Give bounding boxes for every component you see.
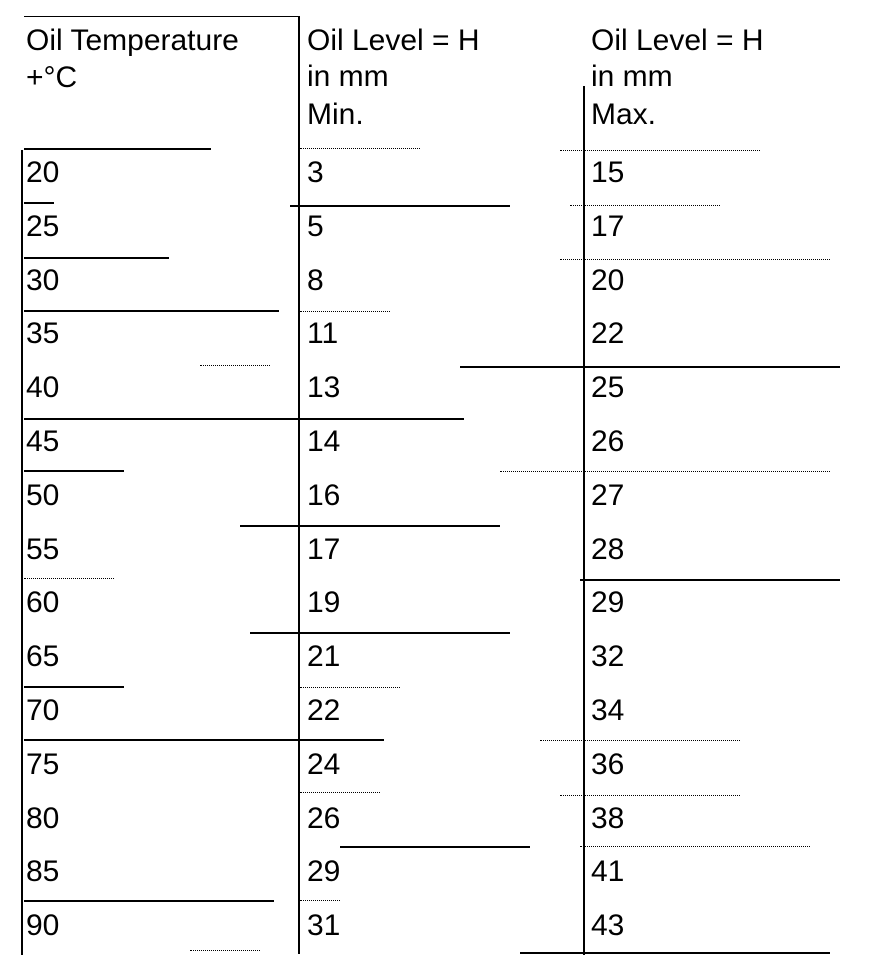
header-line: Max. bbox=[591, 98, 657, 131]
cell-oil-temperature: 75 bbox=[26, 747, 60, 781]
row-divider bbox=[560, 795, 740, 797]
cell-oil-level-min: 24 bbox=[307, 747, 341, 781]
header-oil-level-min bbox=[307, 22, 480, 136]
cell-oil-level-max: 20 bbox=[591, 263, 625, 297]
row-divider bbox=[200, 365, 270, 367]
cell-oil-temperature: 45 bbox=[26, 425, 60, 458]
row-divider bbox=[580, 846, 810, 848]
row-divider bbox=[300, 148, 420, 150]
cell-oil-temperature: 30 bbox=[26, 263, 60, 297]
cell-oil-level-max: 15 bbox=[591, 156, 625, 189]
header-line: Oil Level = H bbox=[591, 24, 764, 57]
row-divider bbox=[570, 205, 720, 207]
cell-oil-level-max: 28 bbox=[591, 532, 625, 566]
cell-oil-level-min: 11 bbox=[307, 317, 339, 351]
row-divider bbox=[300, 687, 400, 689]
cell-oil-temperature: 50 bbox=[26, 478, 60, 512]
row-divider bbox=[24, 739, 384, 741]
cell-oil-level-max: 27 bbox=[591, 478, 625, 512]
cell-oil-level-max: 43 bbox=[591, 909, 625, 943]
cell-oil-level-min: 29 bbox=[307, 855, 341, 889]
cell-oil-level-max: 38 bbox=[591, 801, 625, 835]
row-divider bbox=[24, 310, 279, 312]
row-divider bbox=[240, 525, 500, 527]
row-divider bbox=[24, 578, 114, 580]
row-divider bbox=[24, 418, 464, 420]
cell-oil-temperature: 70 bbox=[26, 694, 60, 727]
cell-oil-level-max: 34 bbox=[591, 694, 625, 727]
header-line: Min. bbox=[307, 98, 364, 131]
cell-oil-temperature: 85 bbox=[26, 855, 60, 889]
row-divider bbox=[560, 150, 760, 152]
cell-oil-level-min: 13 bbox=[307, 371, 341, 405]
cell-oil-temperature: 80 bbox=[26, 801, 60, 835]
header-oil-level-max bbox=[591, 22, 764, 136]
cell-oil-temperature: 35 bbox=[26, 317, 60, 351]
table-top-rule bbox=[24, 16, 300, 17]
row-divider bbox=[190, 950, 260, 952]
row-divider bbox=[300, 900, 340, 902]
header-oil-temperature bbox=[26, 22, 239, 99]
cell-oil-level-max: 26 bbox=[591, 425, 625, 458]
row-divider bbox=[24, 470, 124, 472]
cell-oil-level-max: 17 bbox=[591, 209, 625, 243]
cell-oil-temperature: 20 bbox=[26, 156, 60, 189]
header-line: Oil Level = H bbox=[307, 24, 480, 57]
column-divider-left bbox=[21, 150, 23, 955]
cell-oil-level-min: 5 bbox=[307, 209, 324, 243]
cell-oil-level-min: 26 bbox=[307, 801, 341, 835]
row-divider bbox=[500, 471, 830, 473]
cell-oil-level-max: 36 bbox=[591, 747, 625, 781]
row-divider bbox=[340, 846, 530, 848]
row-divider bbox=[560, 259, 830, 261]
row-divider bbox=[24, 900, 274, 902]
cell-oil-level-max: 22 bbox=[591, 317, 625, 351]
header-line: Oil Temperature bbox=[26, 24, 239, 57]
cell-oil-level-min: 31 bbox=[307, 909, 341, 943]
cell-oil-temperature: 55 bbox=[26, 532, 60, 566]
cell-oil-level-max: 41 bbox=[591, 855, 625, 889]
row-divider bbox=[250, 632, 510, 634]
cell-oil-level-max: 29 bbox=[591, 586, 625, 620]
row-divider bbox=[24, 202, 54, 204]
cell-oil-temperature: 60 bbox=[26, 586, 60, 620]
cell-oil-level-min: 19 bbox=[307, 586, 341, 620]
cell-oil-temperature: 90 bbox=[26, 909, 60, 943]
row-divider bbox=[300, 792, 380, 794]
row-divider bbox=[580, 579, 840, 581]
cell-oil-level-min: 17 bbox=[307, 532, 341, 566]
cell-oil-temperature: 25 bbox=[26, 209, 60, 243]
column-divider-right bbox=[583, 86, 585, 955]
cell-oil-temperature: 65 bbox=[26, 640, 60, 674]
cell-oil-level-max: 25 bbox=[591, 371, 625, 405]
cell-oil-level-min: 22 bbox=[307, 694, 341, 727]
row-divider bbox=[460, 366, 840, 368]
row-divider bbox=[300, 311, 390, 313]
row-divider bbox=[540, 740, 740, 742]
header-line: in mm bbox=[307, 60, 389, 93]
column-divider-middle bbox=[298, 16, 300, 954]
row-divider bbox=[24, 257, 169, 259]
row-divider bbox=[520, 952, 830, 954]
cell-oil-level-min: 16 bbox=[307, 478, 341, 512]
cell-oil-level-min: 3 bbox=[307, 156, 324, 189]
row-divider bbox=[120, 418, 200, 420]
row-divider bbox=[24, 686, 124, 688]
row-divider bbox=[24, 148, 211, 150]
cell-oil-level-min: 8 bbox=[307, 263, 324, 297]
cell-oil-level-min: 21 bbox=[307, 640, 341, 674]
header-line: in mm bbox=[591, 60, 673, 93]
cell-oil-level-max: 32 bbox=[591, 640, 625, 674]
cell-oil-temperature: 40 bbox=[26, 371, 60, 405]
cell-oil-level-min: 14 bbox=[307, 425, 341, 458]
row-divider bbox=[290, 205, 510, 207]
header-line: +°C bbox=[26, 61, 78, 94]
